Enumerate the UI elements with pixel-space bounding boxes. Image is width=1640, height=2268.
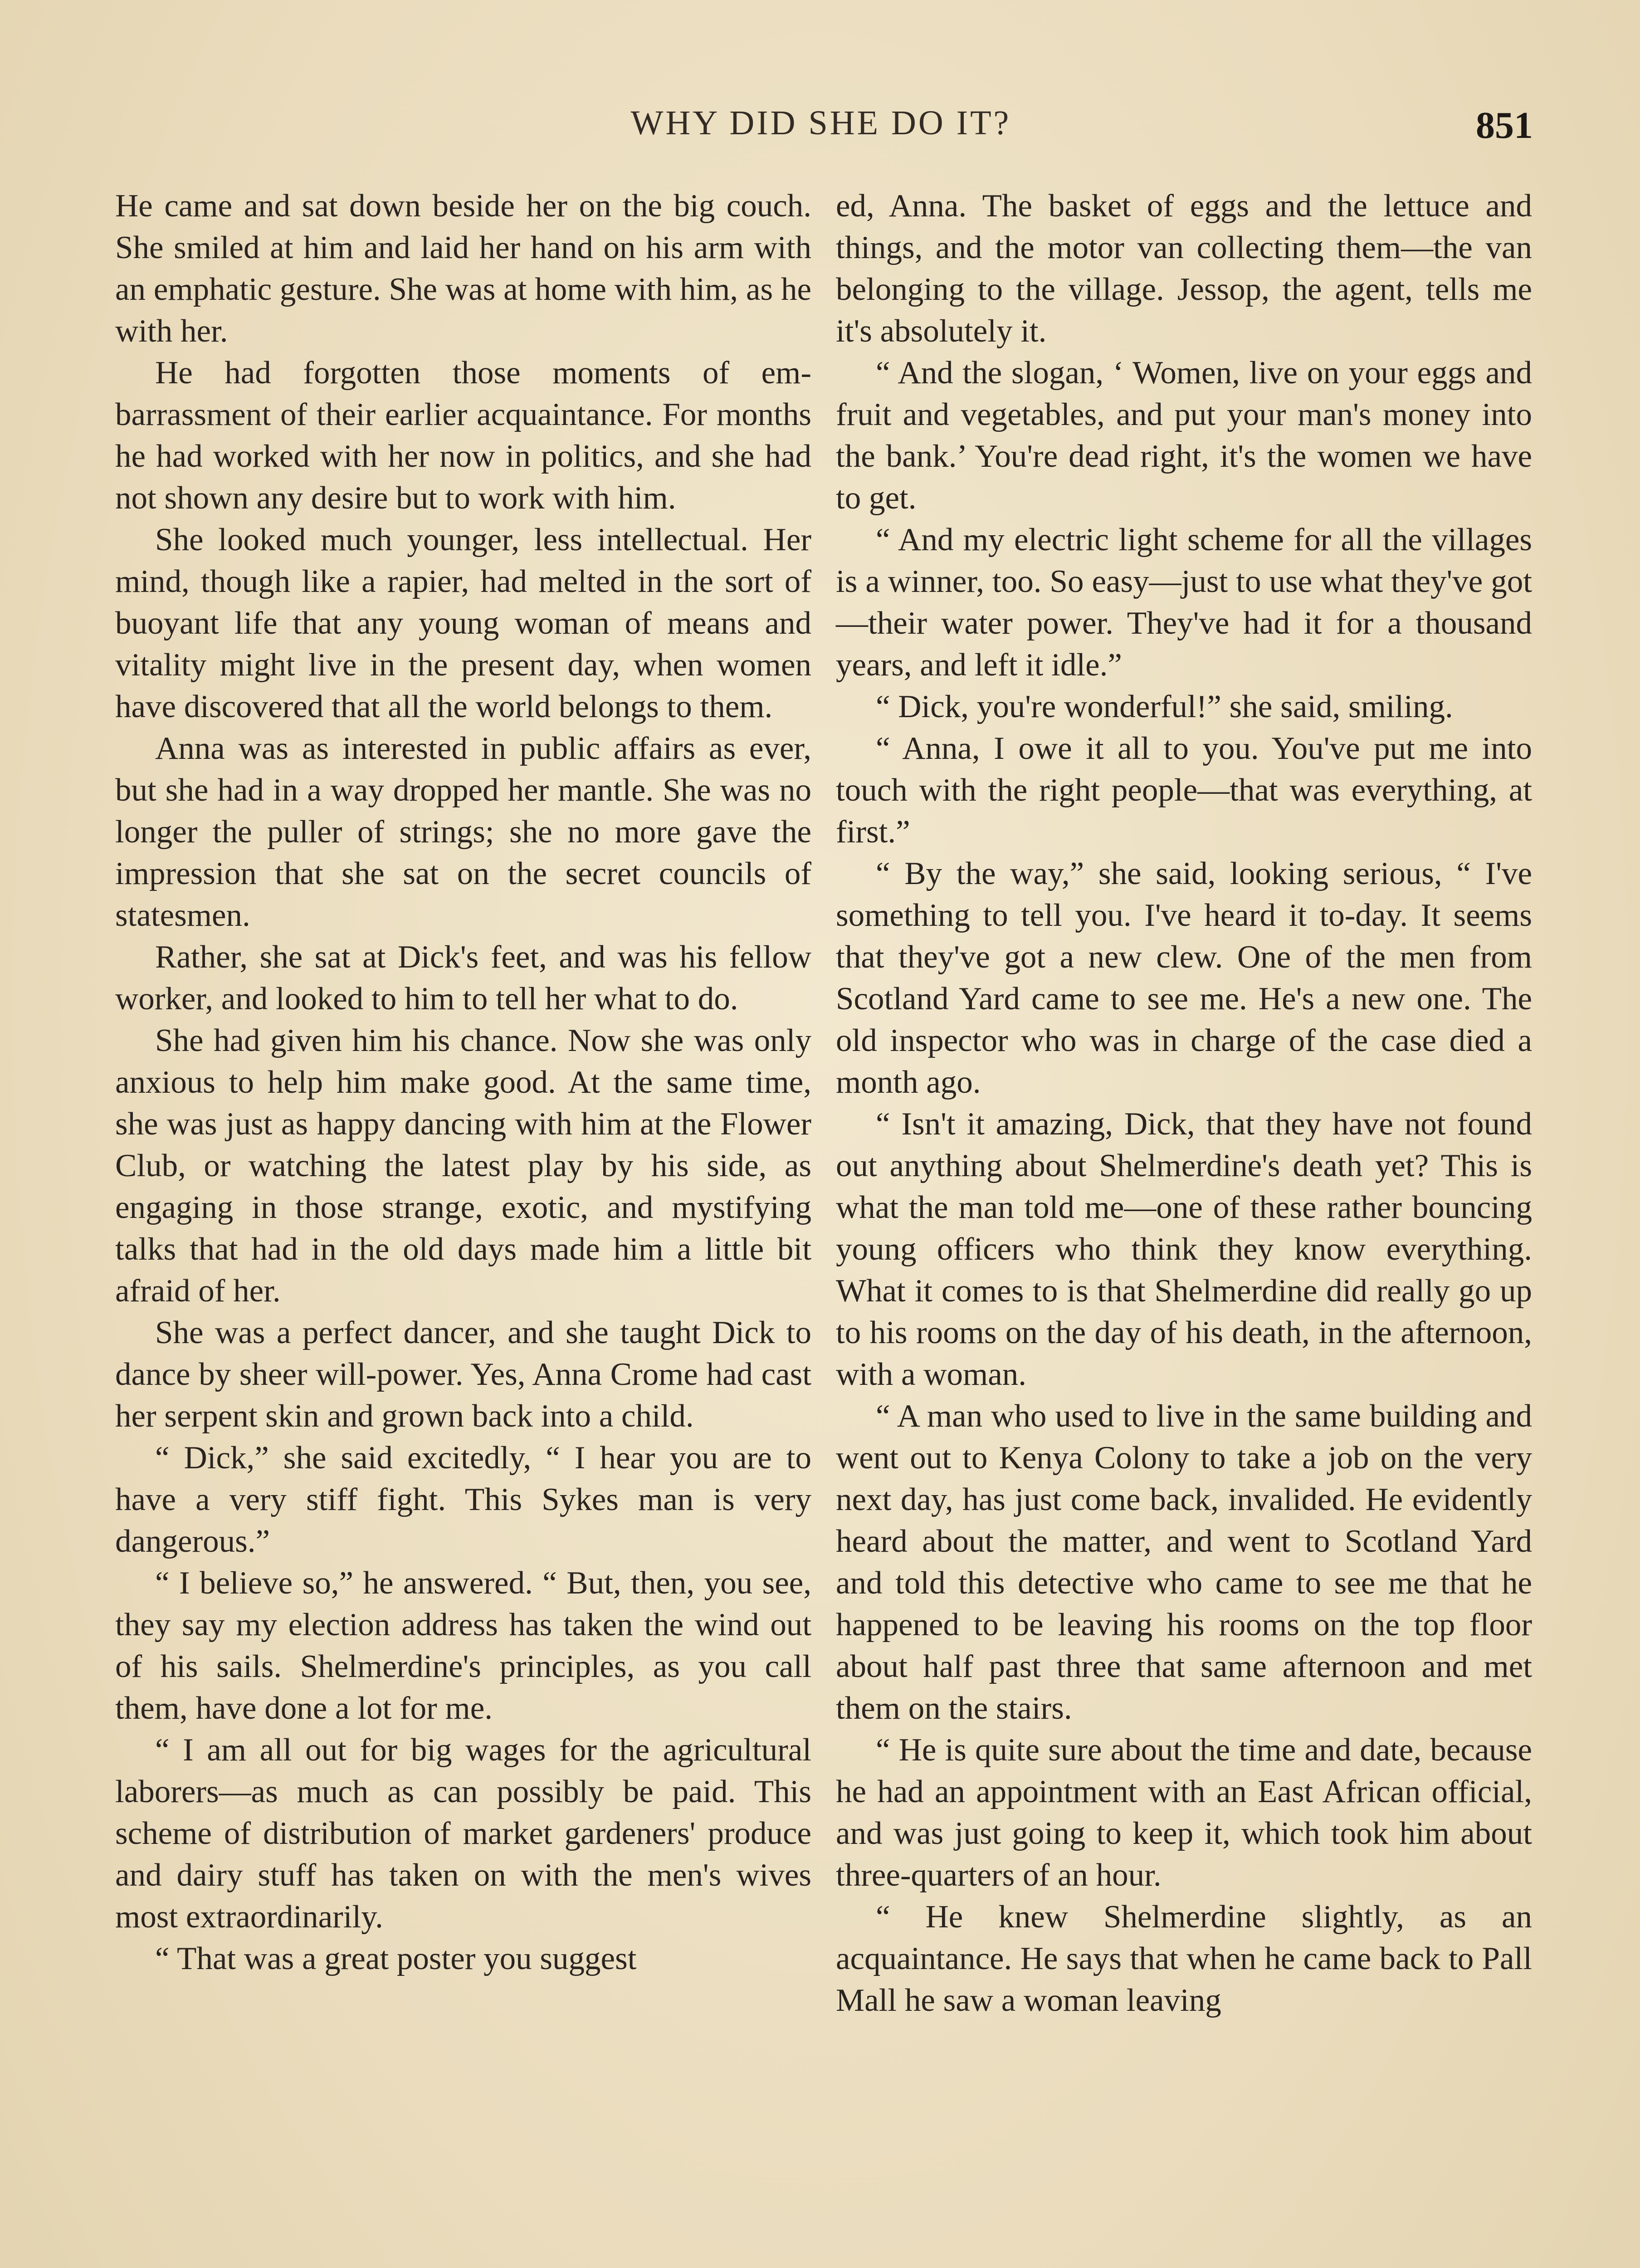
paragraph: She had given him his chance. Now she was only anxious to help him make good. At the same time, she was just as happy dancing with him at the Flower Club, or watching the latest play by his side, as engaging in those strange, exotic, and mystifying talks that had in the old days made him a little bit afraid of her. (115, 1023, 811, 1309)
paragraph: “ And my electric light scheme for all the villages is a winner, too. So easy—just to use what they've got—their water power. They've had it for a thousand years, and left it idle.” (836, 522, 1532, 683)
paragraph: “ Dick, you're wonderful!” she said, smiling. (876, 689, 1453, 724)
paragraph: “ That was a great poster you suggest (155, 1941, 637, 1976)
paragraph: He came and sat down beside her on the big couch. She smiled at him and laid her hand on his arm with an emphatic gesture. She was at home with him, as he with her. (115, 188, 811, 349)
paragraph: “ By the way,” she said, looking serious, “ I've something to tell you. I've heard it to-day. It seems that they've got a new clew. One of the men from Scotland Yard came to see me. He's a new one. The old inspector who was in charge of the case died a month ago. (836, 856, 1532, 1100)
paragraph: ed, Anna. The basket of eggs and the lettuce and things, and the motor van collecting them—the van belonging to the village. Jessop, the agent, tells me it's absolutely it. (836, 188, 1532, 349)
left-column (115, 185, 811, 1980)
paragraph: “ And the slogan, ‘ Women, live on your eggs and fruit and vegetables, and put your man's money into the bank.’ You're dead right, it's the women we have to get. (836, 355, 1532, 516)
page-number: 851 (1476, 104, 1533, 147)
paragraph: “ A man who used to live in the same building and went out to Kenya Colony to take a job on the very next day, has just come back, invalided. He evidently heard about the matter, and went to Scotland Yard and told this detective who came to see me that he happened to be leaving his rooms on the top floor about half past three that same afternoon and met them on the stairs. (836, 1398, 1532, 1726)
paragraph: “ He is quite sure about the time and date, because he had an appointment with an East African official, and was just going to keep it, which took him about three-quarters of an hour. (836, 1732, 1532, 1893)
paragraph: “ I am all out for big wages for the agricultural laborers—as much as can possibly be paid. This scheme of distribution of market gardeners' produce and dairy stuff has taken on with the men's wives most extraordinarily. (115, 1732, 811, 1935)
paragraph: “ He knew Shelmerdine slightly, as an acquaintance. He says that when he came back to Pall Mall he saw a woman leaving (836, 1899, 1532, 2018)
running-title: WHY DID SHE DO IT? (630, 104, 1011, 142)
paragraph: “ Isn't it amazing, Dick, that they have not found out anything about Shelmerdine's death yet? This is what the man told me—one of these rather bouncing young officers who think they know everything. What it comes to is that Shelmerdine did really go up to his rooms on the day of his death, in the afternoon, with a woman. (836, 1106, 1532, 1392)
paragraph: She looked much younger, less intellectual. Her mind, though like a rapier, had melted in the sort of buoyant life that any young woman of means and vitality might live in the present day, when women have discovered that all the world belongs to them. (115, 522, 811, 724)
paragraph: “ Anna, I owe it all to you. You've put me into touch with the right people—that was everything, at first.” (836, 731, 1532, 850)
paragraph: She was a perfect dancer, and she taught Dick to dance by sheer will-power. Yes, Anna Crome had cast her serpent skin and grown back into a child. (115, 1315, 811, 1434)
right-column (836, 185, 1532, 2021)
paragraph: Anna was as interested in public affairs as ever, but she had in a way dropped her mantle. She was no longer the puller of strings; she no more gave the impression that she sat on the secret councils of statesmen. (115, 731, 811, 933)
running-header (109, 103, 1533, 153)
paragraph: “ Dick,” she said excitedly, “ I hear you are to have a very stiff fight. This Sykes man is very dangerous.” (115, 1440, 811, 1559)
paragraph: He had forgotten those moments of embarrassment of their earlier acquaintance. For months he had worked with her now in politics, and she had not shown any desire but to work with him. (115, 355, 811, 516)
paragraph: Rather, she sat at Dick's feet, and was his fellow worker, and looked to him to tell her what to do. (115, 939, 811, 1017)
paragraph: “ I believe so,” he answered. “ But, then, you see, they say my election address has taken the wind out of his sails. Shelmerdine's principles, as you call them, have done a lot for me. (115, 1565, 811, 1726)
